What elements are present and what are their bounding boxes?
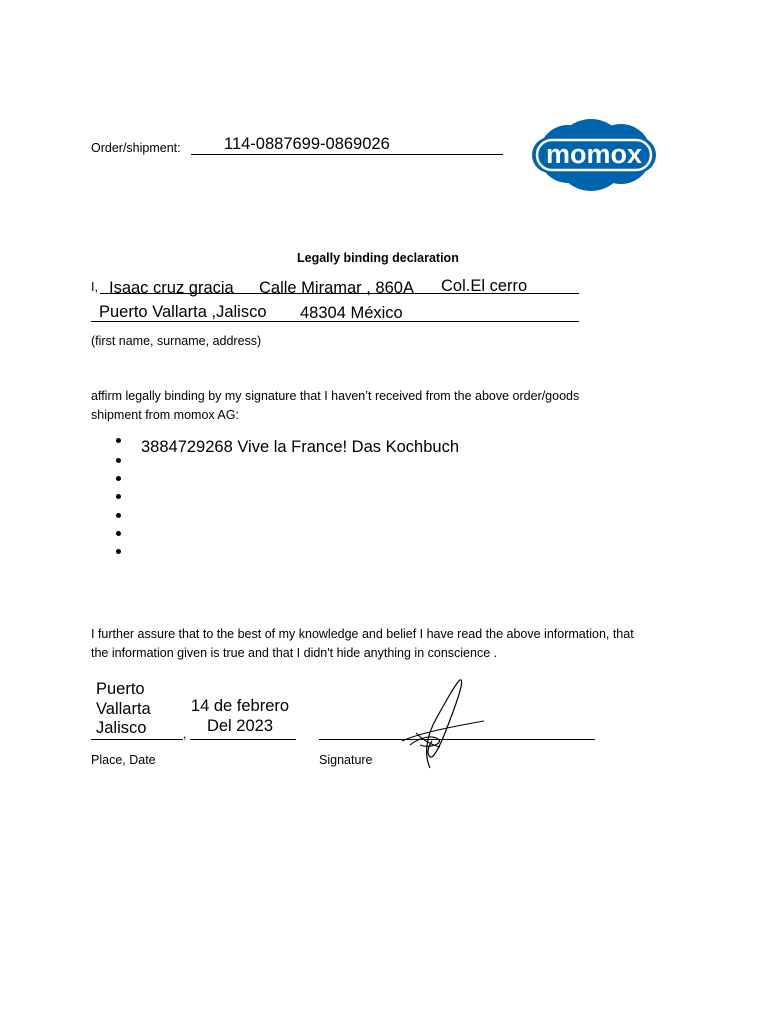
declarant-street: Calle Miramar , 860A (259, 279, 414, 297)
i-prefix: I, (91, 280, 98, 294)
order-underline (191, 154, 503, 155)
date-line-1: 14 de febrero (190, 697, 290, 715)
place-date-comma: , (183, 727, 187, 741)
list-item: 3884729268 Vive la France! Das Kochbuch (141, 438, 459, 456)
bullet-3 (116, 476, 121, 481)
date-text (186, 697, 294, 736)
declarant-city: Puerto Vallarta ,Jalisco (99, 303, 267, 321)
bullet-1 (116, 438, 121, 443)
bullet-6 (116, 531, 121, 536)
handwritten-signature (380, 675, 500, 775)
signature-label: Signature (319, 753, 373, 767)
declaration-title: Legally binding declaration (297, 251, 459, 265)
declarant-name: Isaac cruz gracia (109, 279, 234, 297)
order-label: Order/shipment: (91, 141, 181, 155)
place-line-3: Jalisco (96, 719, 147, 737)
field-hint: (first name, surname, address) (91, 334, 262, 348)
bullet-2 (116, 458, 121, 463)
declarant-colony: Col.El cerro (441, 277, 528, 295)
logo-text: momox (545, 139, 643, 169)
place-line-2: Vallarta (96, 699, 151, 718)
assurance-line-2: the information given is true and that I didn't hide anything in conscience . (91, 645, 498, 660)
bullet-4 (116, 494, 121, 499)
date-underline (190, 739, 296, 740)
place-underline (91, 739, 183, 740)
place-line-1: Puerto (96, 680, 145, 698)
affirm-line-1: affirm legally binding by my signature that I haven’t received from the above order/goods (91, 389, 580, 403)
declarant-postal: 48304 México (300, 304, 403, 322)
bullet-5 (116, 513, 121, 518)
bullet-7 (116, 549, 121, 554)
momox-logo (529, 117, 659, 197)
affirm-paragraph (91, 387, 711, 424)
order-number: 114-0887699-0869026 (224, 135, 390, 153)
assurance-line-1: I further assure that to the best of my knowledge and belief I have read the above information, that (91, 627, 634, 641)
date-line-2: Del 2023 (206, 716, 274, 735)
assurance-paragraph (91, 625, 711, 662)
place-date-label: Place, Date (91, 753, 156, 767)
place-text (96, 680, 151, 739)
affirm-line-2: shipment from momox AG: (91, 407, 239, 422)
